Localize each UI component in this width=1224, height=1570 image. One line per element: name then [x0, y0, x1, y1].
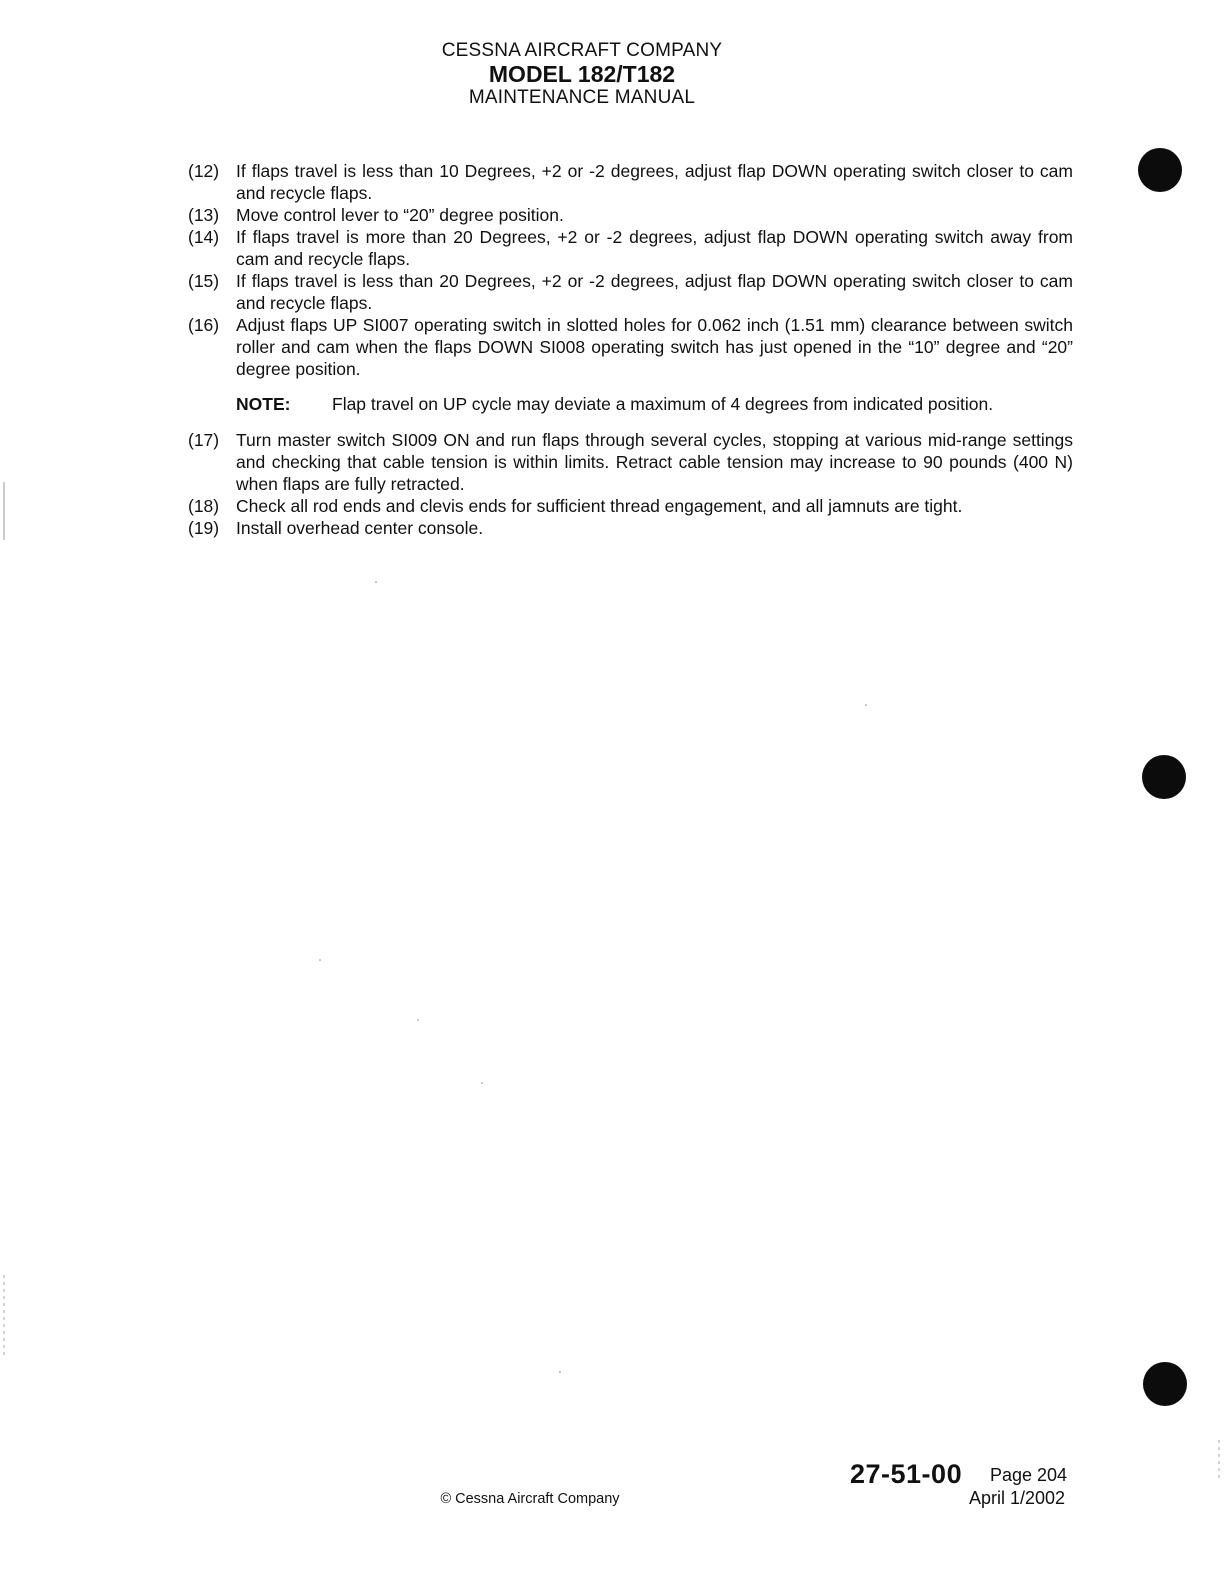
- company-name: CESSNA AIRCRAFT COMPANY: [441, 40, 723, 61]
- copyright-notice: © Cessna Aircraft Company: [440, 1491, 620, 1507]
- step-text: Install overhead center console.: [236, 518, 484, 538]
- step-text: If flaps travel is more than 20 Degrees, +2 or -2 degrees, adjust flap DOWN operating switch away from cam and recycle flaps.: [236, 227, 1073, 269]
- step-18: [188, 495, 1073, 517]
- page-number: Page 204: [990, 1465, 1068, 1485]
- binder-hole-middle: [1142, 755, 1186, 799]
- model-title: MODEL 182/T182: [488, 61, 676, 87]
- step-14: [188, 226, 1073, 270]
- section-code: 27-51-00: [850, 1459, 963, 1489]
- step-number: (18): [188, 496, 220, 516]
- step-17: [188, 429, 1073, 495]
- note-text: Flap travel on UP cycle may deviate a maximum of 4 degrees from indicated position.: [332, 394, 994, 414]
- step-number: (12): [188, 161, 220, 181]
- manual-title: MAINTENANCE MANUAL: [468, 87, 696, 108]
- note-label: NOTE:: [236, 394, 291, 414]
- step-number: (19): [188, 518, 220, 538]
- step-number: (15): [188, 271, 220, 291]
- step-16: [188, 314, 1073, 380]
- document-header: [0, 40, 1164, 109]
- step-text: If flaps travel is less than 10 Degrees, +2 or -2 degrees, adjust flap DOWN operating switch closer to cam and recycle flaps.: [236, 161, 1073, 203]
- procedure-steps: [188, 160, 1073, 539]
- step-number: (17): [188, 430, 220, 450]
- step-number: (13): [188, 205, 220, 225]
- step-text: Check all rod ends and clevis ends for sufficient thread engagement, and all jamnuts are tight.: [236, 496, 963, 516]
- revision-date: April 1/2002: [969, 1488, 1066, 1508]
- step-number: (14): [188, 227, 220, 247]
- step-text: Adjust flaps UP SI007 operating switch in slotted holes for 0.062 inch (1.51 mm) clearance between switch roller and cam when the flaps DOWN SI008 operating switch has just opened in the “10” degree and “20” degree position.: [236, 315, 1073, 379]
- step-12: [188, 160, 1073, 204]
- step-text: Turn master switch SI009 ON and run flaps through several cycles, stopping at various mid-range settings and checking that cable tension is within limits. Retract cable tension may increase to 90 pounds (400 N) when flaps are fully retracted.: [236, 430, 1073, 494]
- binder-hole-top: [1138, 148, 1182, 192]
- step-text: Move control lever to “20” degree position.: [236, 205, 564, 225]
- step-text: If flaps travel is less than 20 Degrees, +2 or -2 degrees, adjust flap DOWN operating switch closer to cam and recycle flaps.: [236, 271, 1073, 313]
- step-number: (16): [188, 315, 220, 335]
- binder-hole-bottom: [1143, 1362, 1187, 1406]
- note-block: [236, 393, 1073, 415]
- step-13: [188, 204, 1073, 226]
- step-15: [188, 270, 1073, 314]
- step-19: [188, 517, 1073, 539]
